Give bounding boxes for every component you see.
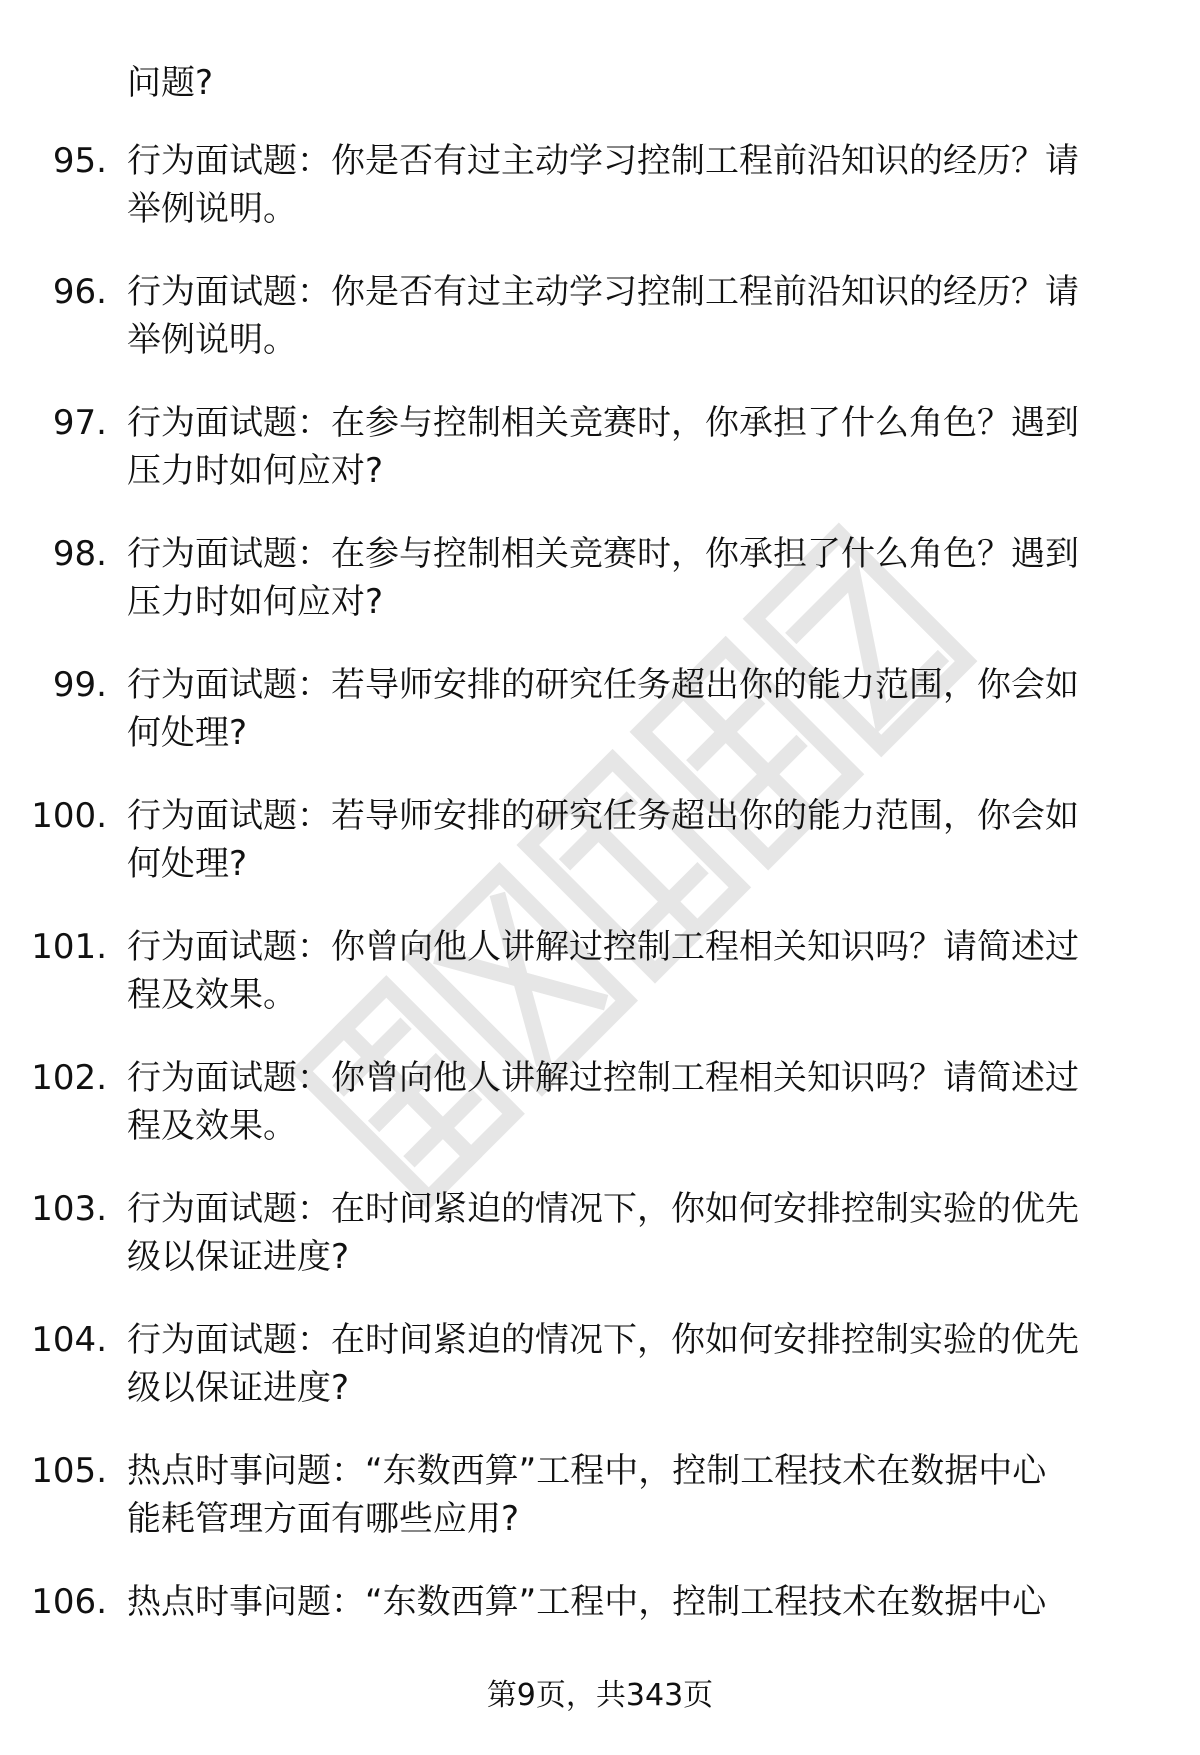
question-number: 106.: [31, 1582, 107, 1622]
question-number: 95.: [52, 141, 107, 181]
question-line: 压力时如何应对?: [127, 582, 384, 622]
question-text: [127, 1578, 1137, 1626]
question-line: 级以保证进度?: [127, 1237, 350, 1277]
question-number: 98.: [52, 534, 107, 574]
question-item: [0, 530, 1200, 661]
question-text: [127, 530, 1137, 626]
question-line: 行为面试题：你曾向他人讲解过控制工程相关知识吗？请简述过: [127, 927, 1079, 967]
question-number: 100.: [31, 796, 107, 836]
question-number: 97.: [52, 403, 107, 443]
question-item: [0, 1185, 1200, 1316]
question-line: 行为面试题：在参与控制相关竞赛时，你承担了什么角色？遇到: [127, 403, 1079, 443]
question-line: 何处理?: [127, 844, 248, 884]
question-list: [0, 137, 1200, 1709]
question-line: 级以保证进度?: [127, 1368, 350, 1408]
question-number: 103.: [31, 1189, 107, 1229]
question-item: [0, 661, 1200, 792]
question-line: 能耗管理方面有哪些应用?: [127, 1499, 520, 1539]
question-line: 举例说明。: [127, 320, 297, 360]
question-text: [127, 137, 1137, 233]
question-text: [127, 1447, 1137, 1543]
question-item: [0, 1447, 1200, 1578]
question-item: [0, 1054, 1200, 1185]
question-line: 行为面试题：若导师安排的研究任务超出你的能力范围，你会如: [127, 796, 1079, 836]
question-line: 程及效果。: [127, 975, 297, 1015]
page-footer: 第9页，共343页: [486, 1678, 714, 1713]
question-line: 行为面试题：在参与控制相关竞赛时，你承担了什么角色？遇到: [127, 534, 1079, 574]
question-number: 99.: [52, 665, 107, 705]
question-number: 101.: [31, 927, 107, 967]
question-number: 104.: [31, 1320, 107, 1360]
question-line: 行为面试题：在时间紧迫的情况下，你如何安排控制实验的优先: [127, 1320, 1079, 1360]
question-item: [0, 923, 1200, 1054]
question-text: [127, 1316, 1137, 1412]
question-line: 热点时事问题：“东数西算”工程中，控制工程技术在数据中心: [127, 1582, 1047, 1622]
question-item: [0, 1316, 1200, 1447]
question-number: 96.: [52, 272, 107, 312]
question-number: 102.: [31, 1058, 107, 1098]
question-line: 何处理?: [127, 713, 248, 753]
question-line: 行为面试题：若导师安排的研究任务超出你的能力范围，你会如: [127, 665, 1079, 705]
question-text: [127, 268, 1137, 364]
question-text: [127, 1054, 1137, 1150]
question-item: [0, 399, 1200, 530]
question-line: 热点时事问题：“东数西算”工程中，控制工程技术在数据中心: [127, 1451, 1047, 1491]
question-item: [0, 792, 1200, 923]
question-line: 压力时如何应对?: [127, 451, 384, 491]
question-item: [0, 268, 1200, 399]
question-item: [0, 137, 1200, 268]
question-text: [127, 923, 1137, 1019]
question-line: 举例说明。: [127, 189, 297, 229]
question-text: [127, 399, 1137, 495]
question-number: 105.: [31, 1451, 107, 1491]
question-line: 行为面试题：你是否有过主动学习控制工程前沿知识的经历？请: [127, 272, 1079, 312]
continued-question-tail: 问题?: [127, 63, 214, 103]
question-line: 行为面试题：在时间紧迫的情况下，你如何安排控制实验的优先: [127, 1189, 1079, 1229]
question-line: 行为面试题：你是否有过主动学习控制工程前沿知识的经历？请: [127, 141, 1079, 181]
question-text: [127, 792, 1137, 888]
question-text: [127, 661, 1137, 757]
question-line: 程及效果。: [127, 1106, 297, 1146]
question-line: 行为面试题：你曾向他人讲解过控制工程相关知识吗？请简述过: [127, 1058, 1079, 1098]
question-text: [127, 1185, 1137, 1281]
